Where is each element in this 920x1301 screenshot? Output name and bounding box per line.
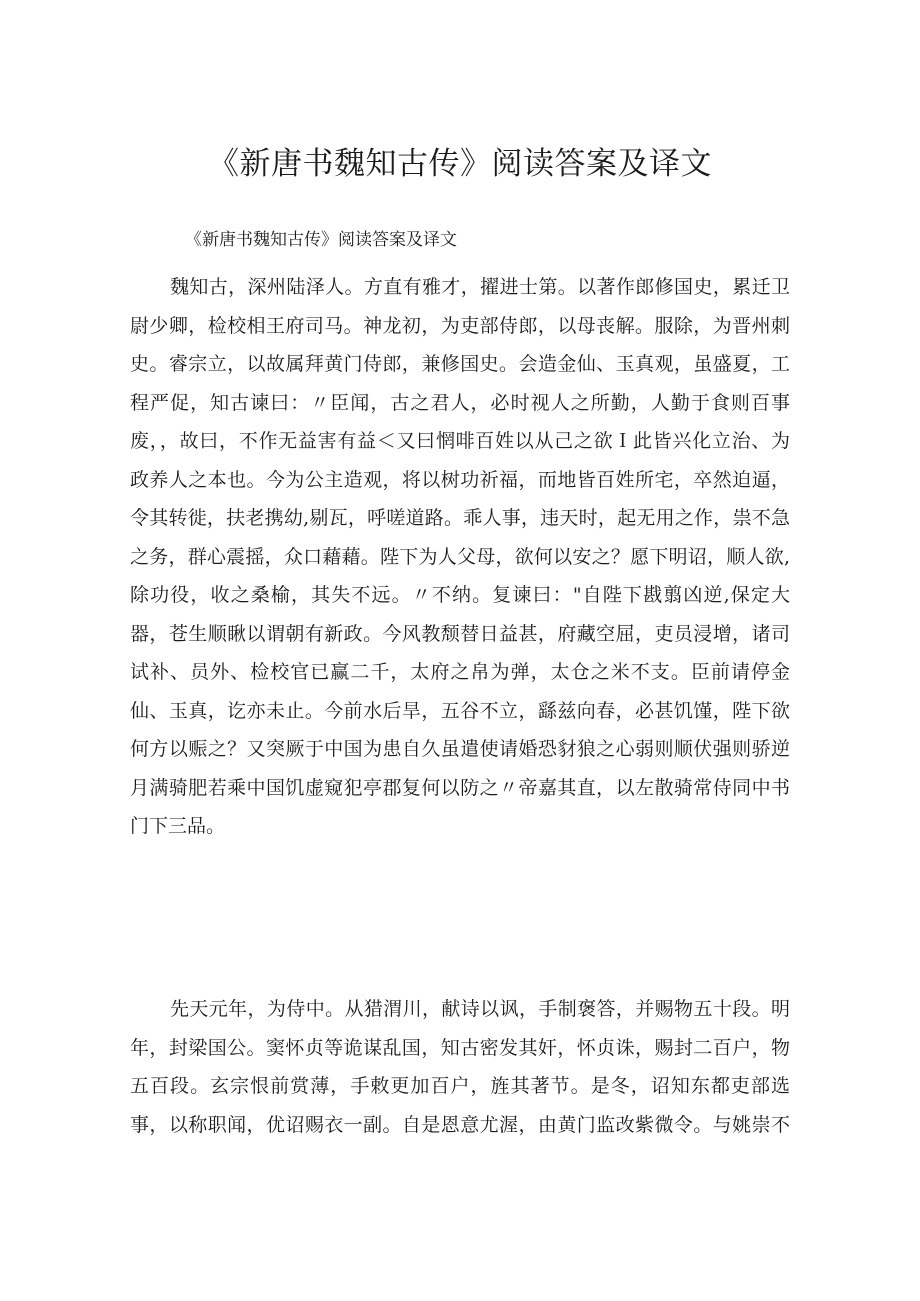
paragraph-line: 五百段。玄宗恨前赏薄，手敕更加百户，旌其著节。是冬，诏知东都吏部选 xyxy=(130,1075,790,1097)
paragraph-2 xyxy=(130,990,790,1144)
paragraph-line: 之务，群心震摇，众口藉藉。陛下为人父母，欲何以安之？愿下明诏，顺人欲, xyxy=(130,545,790,568)
paragraph-line: 魏知古，深州陆泽人。方直有雅才，擢进士第。以著作郎修国史，累迁卫 xyxy=(170,276,790,298)
paragraph-line: 尉少卿，检校相王府司马。神龙初，为吏部侍郎，以母丧解。服除，为晋州刺 xyxy=(130,314,790,337)
paragraph-line: 门下三品。 xyxy=(130,815,226,837)
paragraph-line: 废，，故曰，不作无益害有益＜又曰惘啡百姓以从己之欲Ｉ此皆兴化立治、为 xyxy=(130,430,790,452)
document-title: 《新唐书魏知古传》阅读答案及译文 xyxy=(208,146,712,182)
paragraph-line: 先天元年，为侍中。从猎渭川，献诗以讽，手制褒答，并赐物五十段。明 xyxy=(170,998,790,1020)
paragraph-line: 年，封梁国公。窦怀贞等诡谋乱国，知古密发其奸，怀贞诛，赐封二百户，物 xyxy=(130,1036,790,1059)
paragraph-line: 月满骑肥若乘中国饥虚窥犯亭郡复何以防之〃帝嘉其直，以左散骑常侍同中书 xyxy=(130,776,790,799)
paragraph-line: 器，苍生顺瞅以谓朝有新政。今风教颓替日益甚，府藏空屈，吏员浸增，诸司 xyxy=(130,622,790,645)
paragraph-line: 除功役，收之桑榆，其失不远。〃不纳。复谏曰："自陛下戡翦凶逆,保定大 xyxy=(130,584,790,606)
paragraph-1 xyxy=(130,268,790,846)
paragraph-line: 史。睿宗立，以故属拜黄门侍郎，兼修国史。会造金仙、玉真观，虽盛夏，工 xyxy=(130,353,790,375)
paragraph-line: 试补、员外、检校官已赢二千，太府之帛为弹，太仓之米不支。臣前请停金 xyxy=(130,661,790,683)
paragraph-line: 程严促，知古谏曰：〃臣闻，古之君人，必时视人之所勤，人勤于食则百事 xyxy=(130,391,790,414)
document-subtitle: 《新唐书魏知古传》阅读答案及译文 xyxy=(185,230,457,250)
paragraph-line: 政养人之本也。今为公主造观，将以树功祈福，而地皆百姓所宅，卒然迫逼， xyxy=(130,468,790,491)
paragraph-line: 令其转徙，扶老携幼,剔瓦，呼嗟道路。乖人事，违天时，起无用之作，祟不急 xyxy=(130,507,790,529)
paragraph-line: 事，以称职闻，优诏赐衣一副。自是恩意尤渥，由黄门监改紫微令。与姚崇不 xyxy=(130,1113,790,1136)
paragraph-line: 何方以赈之？又突厥于中国为患自久虽遣使请婚恐豺狼之心弱则顺伏强则骄逆 xyxy=(130,738,790,760)
paragraph-line: 仙、玉真，讫亦未止。今前水后旱，五谷不立，繇兹向春，必甚饥馑，陛下欲 xyxy=(130,699,790,722)
